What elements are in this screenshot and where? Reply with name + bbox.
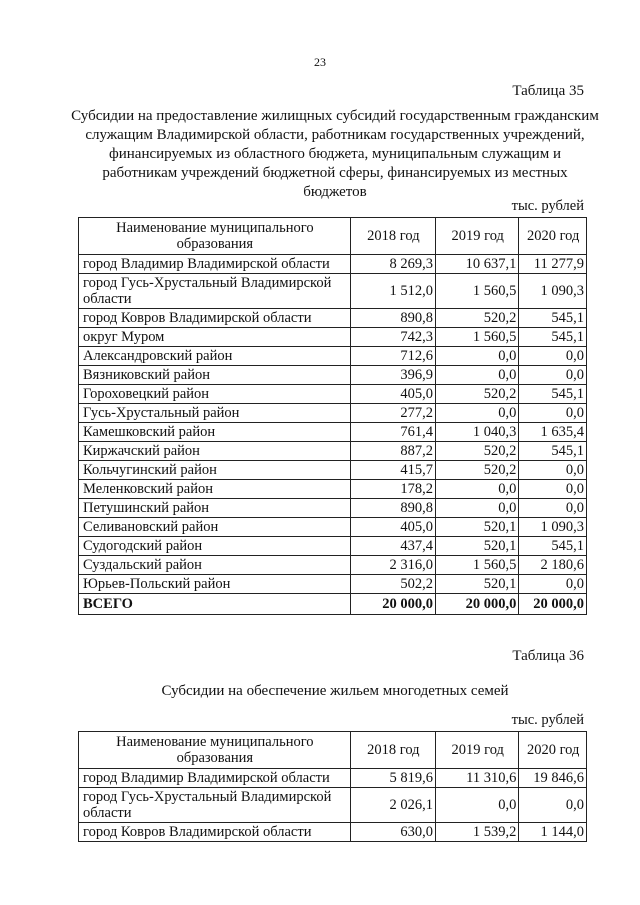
value-cell: 0,0 xyxy=(436,499,519,518)
value-cell: 545,1 xyxy=(519,328,587,347)
value-cell: 0,0 xyxy=(519,788,587,823)
value-cell: 520,2 xyxy=(436,309,519,328)
name-cell: Киржачский район xyxy=(79,442,351,461)
table-row xyxy=(79,328,587,347)
value-cell: 545,1 xyxy=(519,309,587,328)
table-row xyxy=(79,480,587,499)
value-cell: 415,7 xyxy=(350,461,435,480)
name-cell: город Гусь-Хрустальный Владимирской области xyxy=(79,274,351,309)
total-value-cell: 20 000,0 xyxy=(350,594,435,615)
name-cell: город Ковров Владимирской области xyxy=(79,823,351,842)
table-row xyxy=(79,366,587,385)
table-36-units: тыс. рублей xyxy=(511,712,584,728)
page-number: 23 xyxy=(314,55,326,69)
value-cell: 502,2 xyxy=(350,575,435,594)
column-header: 2020 год xyxy=(519,732,587,769)
value-cell: 0,0 xyxy=(436,404,519,423)
table-35-units: тыс. рублей xyxy=(511,198,584,214)
value-cell: 545,1 xyxy=(519,537,587,556)
value-cell: 0,0 xyxy=(519,575,587,594)
table-row xyxy=(79,309,587,328)
table-header-row xyxy=(79,732,587,769)
value-cell: 1 560,5 xyxy=(436,274,519,309)
value-cell: 8 269,3 xyxy=(350,255,435,274)
table-row xyxy=(79,255,587,274)
name-cell: Гусь-Хрустальный район xyxy=(79,404,351,423)
table-row xyxy=(79,823,587,842)
value-cell: 0,0 xyxy=(436,366,519,385)
value-cell: 0,0 xyxy=(519,461,587,480)
value-cell: 630,0 xyxy=(350,823,435,842)
value-cell: 405,0 xyxy=(350,385,435,404)
table-36-label: Таблица 36 xyxy=(512,648,584,664)
value-cell: 1 040,3 xyxy=(436,423,519,442)
name-cell: город Владимир Владимирской области xyxy=(79,769,351,788)
value-cell: 277,2 xyxy=(350,404,435,423)
value-cell: 396,9 xyxy=(350,366,435,385)
table-35-label: Таблица 35 xyxy=(512,83,584,99)
value-cell: 19 846,6 xyxy=(519,769,587,788)
value-cell: 890,8 xyxy=(350,499,435,518)
value-cell: 1 144,0 xyxy=(519,823,587,842)
name-cell: Юрьев-Польский район xyxy=(79,575,351,594)
name-cell: Александровский район xyxy=(79,347,351,366)
name-cell: Судогодский район xyxy=(79,537,351,556)
value-cell: 1 635,4 xyxy=(519,423,587,442)
value-cell: 405,0 xyxy=(350,518,435,537)
column-header: 2019 год xyxy=(436,218,519,255)
value-cell: 10 637,1 xyxy=(436,255,519,274)
value-cell: 712,6 xyxy=(350,347,435,366)
total-row xyxy=(79,594,587,615)
value-cell: 890,8 xyxy=(350,309,435,328)
name-cell: Петушинский район xyxy=(79,499,351,518)
table-row xyxy=(79,769,587,788)
table-36 xyxy=(78,731,587,842)
table-row xyxy=(79,537,587,556)
value-cell: 5 819,6 xyxy=(350,769,435,788)
value-cell: 1 539,2 xyxy=(436,823,519,842)
table-row xyxy=(79,423,587,442)
value-cell: 0,0 xyxy=(519,404,587,423)
value-cell: 520,1 xyxy=(436,518,519,537)
name-cell: Меленковский район xyxy=(79,480,351,499)
name-cell: город Ковров Владимирской области xyxy=(79,309,351,328)
name-cell: Вязниковский район xyxy=(79,366,351,385)
name-cell: Камешковский район xyxy=(79,423,351,442)
value-cell: 887,2 xyxy=(350,442,435,461)
value-cell: 437,4 xyxy=(350,537,435,556)
value-cell: 742,3 xyxy=(350,328,435,347)
name-cell: Суздальский район xyxy=(79,556,351,575)
table-35-title: Субсидии на предоставление жилищных субсидий государственным гражданским служащим Владимирской области, работникам государственных учреждений, финансируемых из областного бюджета, муниципальным служащим и работникам учреждений бюджетной сферы, финансируемых из местных бюджетов xyxy=(71,108,599,200)
column-header: Наименование муниципального образования xyxy=(79,218,351,255)
value-cell: 545,1 xyxy=(519,442,587,461)
name-cell: округ Муром xyxy=(79,328,351,347)
column-header: 2019 год xyxy=(436,732,519,769)
value-cell: 178,2 xyxy=(350,480,435,499)
name-cell: город Гусь-Хрустальный Владимирской области xyxy=(79,788,351,823)
value-cell: 2 026,1 xyxy=(350,788,435,823)
table-row xyxy=(79,556,587,575)
table-header-row xyxy=(79,218,587,255)
table-row xyxy=(79,461,587,480)
name-cell: Кольчугинский район xyxy=(79,461,351,480)
column-header: 2018 год xyxy=(350,218,435,255)
value-cell: 1 560,5 xyxy=(436,556,519,575)
column-header: Наименование муниципального образования xyxy=(79,732,351,769)
value-cell: 1 090,3 xyxy=(519,274,587,309)
value-cell: 11 310,6 xyxy=(436,769,519,788)
table-row xyxy=(79,442,587,461)
value-cell: 0,0 xyxy=(436,347,519,366)
table-35 xyxy=(78,217,587,615)
value-cell: 1 512,0 xyxy=(350,274,435,309)
value-cell: 0,0 xyxy=(519,499,587,518)
value-cell: 0,0 xyxy=(519,347,587,366)
table-row xyxy=(79,274,587,309)
table-row xyxy=(79,404,587,423)
table-row xyxy=(79,347,587,366)
name-cell: город Владимир Владимирской области xyxy=(79,255,351,274)
table-row xyxy=(79,518,587,537)
value-cell: 520,1 xyxy=(436,575,519,594)
total-label-cell: ВСЕГО xyxy=(79,594,351,615)
value-cell: 1 560,5 xyxy=(436,328,519,347)
value-cell: 1 090,3 xyxy=(519,518,587,537)
table-36-title: Субсидии на обеспечение жильем многодетных семей xyxy=(161,683,509,699)
value-cell: 11 277,9 xyxy=(519,255,587,274)
value-cell: 0,0 xyxy=(519,366,587,385)
column-header: 2020 год xyxy=(519,218,587,255)
table-row xyxy=(79,385,587,404)
name-cell: Гороховецкий район xyxy=(79,385,351,404)
value-cell: 520,2 xyxy=(436,461,519,480)
value-cell: 0,0 xyxy=(436,788,519,823)
value-cell: 520,2 xyxy=(436,442,519,461)
name-cell: Селивановский район xyxy=(79,518,351,537)
total-value-cell: 20 000,0 xyxy=(436,594,519,615)
column-header: 2018 год xyxy=(350,732,435,769)
table-row xyxy=(79,575,587,594)
total-value-cell: 20 000,0 xyxy=(519,594,587,615)
value-cell: 520,1 xyxy=(436,537,519,556)
value-cell: 0,0 xyxy=(519,480,587,499)
value-cell: 761,4 xyxy=(350,423,435,442)
value-cell: 520,2 xyxy=(436,385,519,404)
table-row xyxy=(79,788,587,823)
table-row xyxy=(79,499,587,518)
value-cell: 2 180,6 xyxy=(519,556,587,575)
value-cell: 2 316,0 xyxy=(350,556,435,575)
value-cell: 545,1 xyxy=(519,385,587,404)
value-cell: 0,0 xyxy=(436,480,519,499)
